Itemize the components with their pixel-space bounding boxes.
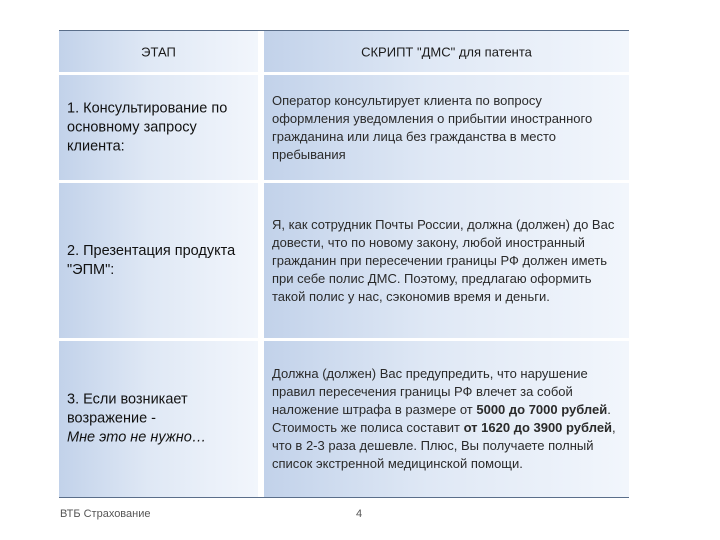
header-script-cell xyxy=(264,31,629,72)
script-table xyxy=(59,30,629,498)
script-cell xyxy=(264,75,629,180)
table-row xyxy=(59,341,629,497)
script-text xyxy=(272,365,621,473)
script-text: Оператор консультирует клиента по вопросу оформления уведомления о прибытии иностранного гражданина или лица без гражданства в место пребывания xyxy=(272,92,593,162)
footer-company: ВТБ Страхование xyxy=(60,508,151,520)
stage-cell xyxy=(59,75,261,180)
header-stage-cell xyxy=(59,31,261,72)
script-cell xyxy=(264,183,629,338)
stage-condition: 3. Если возникает возражение - xyxy=(67,391,188,427)
script-part: . Стоимость же полиса составит xyxy=(272,402,611,435)
table-header-row xyxy=(59,31,629,72)
policy-cost: от 1620 до 3900 рублей xyxy=(463,420,613,435)
stage-text xyxy=(67,391,252,448)
stage-cell xyxy=(59,183,261,338)
header-stage-label: ЭТАП xyxy=(141,44,176,59)
page-number: 4 xyxy=(356,508,363,520)
script-cell xyxy=(264,341,629,497)
stage-text: 2. Презентация продукта "ЭПМ": xyxy=(67,242,236,278)
script-part: , что в 2-3 раза дешевле. Плюс, Вы получаете полный список экстренной медицинской помощи. xyxy=(272,420,616,471)
script-part: Должна (должен) Вас предупредить, что нарушение правил пересечения границы РФ влечет за собой наложение штрафа в размере от xyxy=(272,366,588,417)
stage-objection: Мне это не нужно… xyxy=(67,429,207,446)
table-row xyxy=(59,75,629,180)
fine-amount: 5000 до 7000 рублей xyxy=(476,402,608,417)
script-text: Я, как сотрудник Почты России, должна (должен) до Вас довести, что по новому закону, любой иностранный гражданин при пересечении границы РФ должен иметь при себе полис ДМС. Поэтому, предлагаю оформить такой полис у нас, сэкономив время и деньги. xyxy=(272,216,615,304)
stage-cell xyxy=(59,341,261,497)
table-row xyxy=(59,183,629,338)
header-script-label: СКРИПТ "ДМС" для патента xyxy=(361,44,532,59)
stage-text: 1. Консультирование по основному запросу клиента: xyxy=(67,100,228,154)
